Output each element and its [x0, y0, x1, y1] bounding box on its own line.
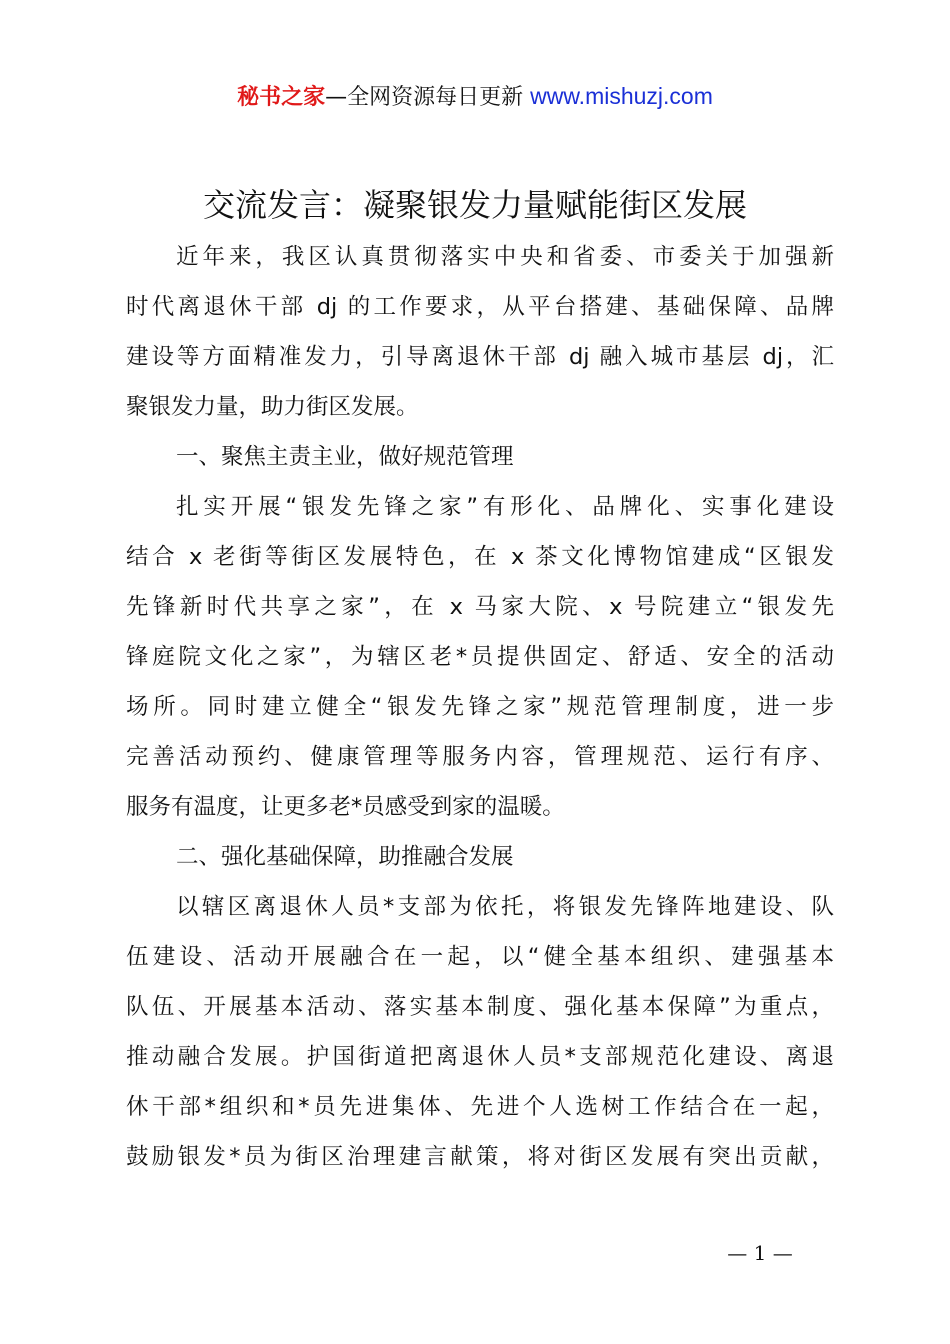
document-body: [126, 232, 834, 1182]
text-line: 服务有温度，让更多老*员感受到家的温暖。: [126, 794, 565, 820]
text-line: 完善活动预约、健康管理等服务内容，管理规范、运行有序、: [126, 744, 834, 770]
section-heading-2: [126, 832, 834, 882]
text-line: 队伍、开展基本活动、落实基本制度、强化基本保障”为重点，: [126, 994, 834, 1020]
text-line: 推动融合发展。护国街道把离退休人员*支部规范化建设、离退: [126, 1044, 834, 1070]
text-line: 结合 x 老街等街区发展特色，在 x 茶文化博物馆建成“区银发: [126, 544, 834, 570]
text-line: 场所。同时建立健全“银发先锋之家”规范管理制度，进一步: [126, 694, 834, 720]
text-line: 休干部*组织和*员先进集体、先进个人选树工作结合在一起，: [126, 1094, 834, 1120]
text-line: 聚银发力量，助力街区发展。: [126, 394, 419, 420]
paragraph-section-2: [126, 882, 834, 1182]
text-line: 伍建设、活动开展融合在一起，以“健全基本组织、建强基本: [126, 944, 834, 970]
text-line: 先锋新时代共享之家”，在 x 马家大院、x 号院建立“银发先: [126, 594, 834, 620]
document-title: 交流发言：凝聚银发力量赋能街区发展: [202, 186, 747, 224]
text-line: 鼓励银发*员为街区治理建言献策，将对街区发展有突出贡献，: [126, 1144, 834, 1170]
site-header: [0, 80, 950, 114]
text-line: 锋庭院文化之家”，为辖区老*员提供固定、舒适、安全的活动: [126, 644, 834, 670]
text-line: 以辖区离退休人员*支部为依托，将银发先锋阵地建设、队: [176, 894, 834, 920]
text-line: 近年来，我区认真贯彻落实中央和省委、市委关于加强新: [176, 244, 834, 270]
site-url-link[interactable]: www.mishuzj.com: [530, 83, 713, 109]
heading-line: 二、强化基础保障，助推融合发展: [176, 844, 514, 870]
text-line: 扎实开展“银发先锋之家”有形化、品牌化、实事化建设: [176, 494, 834, 520]
header-slogan: —全网资源每日更新: [325, 85, 524, 110]
paragraph-section-1: [126, 482, 834, 832]
section-heading-1: [126, 432, 834, 482]
text-line: 时代离退休干部 dj 的工作要求，从平台搭建、基础保障、品牌: [126, 294, 834, 320]
paragraph-intro: [126, 232, 834, 432]
page-number: — 1 —: [727, 1241, 793, 1265]
heading-line: 一、聚焦主责主业，做好规范管理: [176, 444, 514, 470]
brand-name[interactable]: 秘书之家: [237, 85, 326, 110]
text-line: 建设等方面精准发力，引导离退休干部 dj 融入城市基层 dj，汇: [126, 344, 834, 370]
